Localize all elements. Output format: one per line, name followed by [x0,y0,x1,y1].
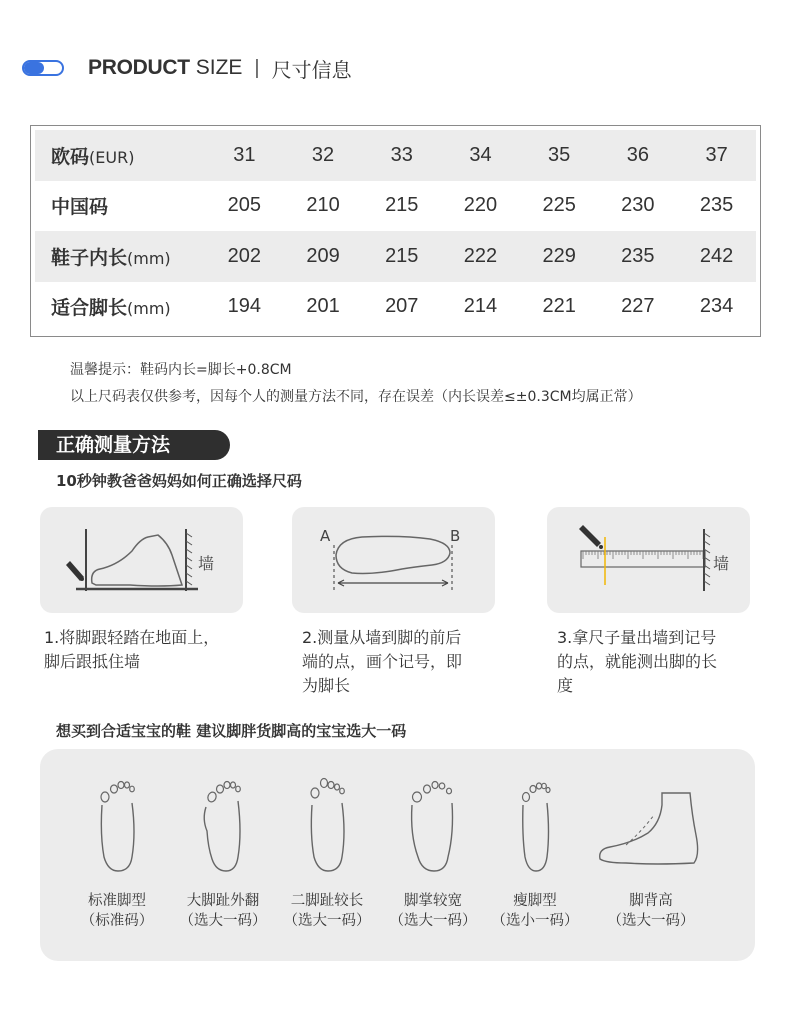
table-cell: 207 [385,295,419,318]
foot-type-label: 标准脚型 （标准码） [80,893,154,929]
table-cell: 209 [306,244,340,267]
table-cell: 220 [463,194,498,217]
table-cell: 242 [699,244,734,267]
header-title-light: SIZE [195,56,243,79]
row-label: 欧码(EUR) [51,145,135,168]
header-title-cn: 尺寸信息 [271,57,352,82]
foot-type-label: 瘦脚型 （选小一码） [491,893,579,929]
bunion-foot-icon [198,775,248,875]
point-b-label: B [450,527,461,545]
table-cell: 221 [542,295,576,318]
measure-subtitle: 10秒钟教爸爸妈妈如何正确选择尺码 [56,472,302,490]
note-line: 以上尺码表仅供参考，因每个人的测量方法不同，存在误差（内长误差≤±0.3CM均属正常） [70,389,642,405]
table-cell: 229 [542,244,576,267]
foot-type-label: 脚掌较宽 （选大一码） [389,893,477,929]
foot-type-label: 脚背高 （选大一码） [607,893,695,929]
table-cell: 32 [311,143,335,166]
table-cell: 225 [542,194,576,217]
table-cell: 235 [699,194,734,217]
foot-types-panel [40,749,755,961]
size-table [30,125,761,337]
row-label: 中国码 [51,196,109,219]
high-instep-foot-icon [596,775,706,875]
table-cell: 235 [621,244,655,267]
table-row [35,231,756,282]
row-label: 鞋子内长(mm) [51,246,171,269]
table-cell: 35 [548,143,571,166]
wall-label: 墙 [713,554,730,573]
table-cell: 205 [227,194,262,217]
wide-foot-icon [406,775,460,875]
page-header [22,52,352,84]
toggle-icon [22,60,64,76]
table-cell: 210 [306,194,340,217]
size-notes [70,357,642,411]
header-separator: | [254,56,260,79]
step-card-2 [292,507,495,613]
table-cell: 202 [227,244,262,267]
table-cell: 34 [469,143,492,166]
step-text-2: 2.测量从墙到脚的前后 端的点，画个记号，即 为脚长 [302,628,463,695]
row-label: 适合脚长(mm) [51,297,171,320]
wall-label: 墙 [198,554,215,573]
thin-foot-icon [512,775,558,875]
step-text-3: 3.拿尺子量出墙到记号 的点，就能测出脚的长 度 [557,628,718,695]
foot-types-subtitle: 想买到合适宝宝的鞋 建议脚胖货脚高的宝宝选大一码 [56,722,407,740]
table-cell: 194 [227,295,262,318]
table-cell: 201 [306,295,340,318]
foot-type-label: 二脚趾较长 （选大一码） [283,893,371,929]
step-card-1 [40,507,243,613]
table-cell: 37 [705,143,728,166]
step-text-1: 1.将脚跟轻踏在地面上， 脚后跟抵住墙 [44,628,220,671]
table-row [35,130,756,181]
table-cell: 227 [621,295,655,318]
step-card-3 [547,507,750,613]
long-second-toe-foot-icon [302,775,352,875]
table-row [35,181,756,232]
table-cell: 36 [626,143,649,166]
table-cell: 33 [390,143,413,166]
table-cell: 234 [699,295,734,318]
foot-outline-measure-icon [292,507,495,613]
table-cell: 230 [621,194,655,217]
table-cell: 214 [463,295,498,318]
table-row [35,282,756,333]
table-cell: 31 [233,143,256,166]
header-title-strong: PRODUCT [88,56,190,79]
table-cell: 215 [385,244,419,267]
section-title: 正确测量方法 [38,430,230,460]
point-a-label: A [320,527,331,545]
note-line: 温馨提示：鞋码内长=脚长+0.8CM [70,362,292,378]
standard-foot-icon [92,775,142,875]
foot-type-label: 大脚趾外翻 （选大一码） [179,893,267,929]
table-cell: 222 [463,244,498,267]
table-cell: 215 [385,194,419,217]
